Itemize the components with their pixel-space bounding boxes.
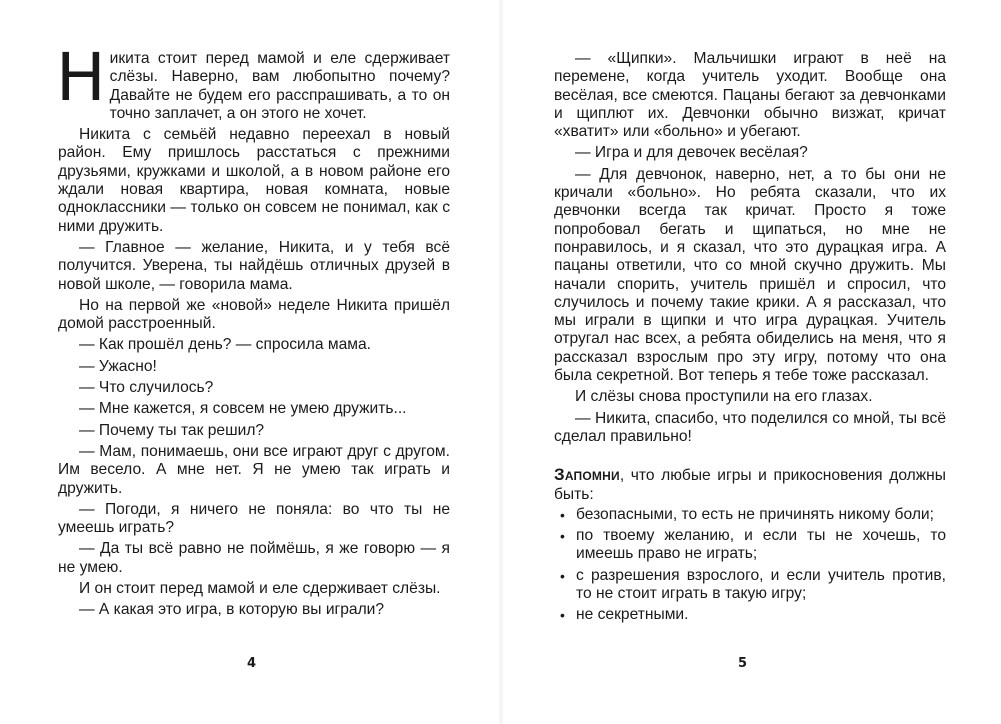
paragraph: — Ужасно! <box>79 357 157 375</box>
paragraph: Никита с семьёй недавно переехал в новый район. Ему пришлось расстаться с прежними друзьями, кружками и школой, а в новом районе его ждали новая квартира, новая комната, новые одноклассники — только он совсем не понимал, как с ними дружить. <box>58 126 450 235</box>
remember-list <box>554 506 946 625</box>
paragraph: — А какая это игра, в которую вы играли? <box>79 601 385 619</box>
left-page <box>56 39 450 620</box>
bullet-icon: • <box>560 528 565 545</box>
paragraph: — Да ты всё равно не поймёшь, я же говорю — я не умею. <box>58 540 450 576</box>
remember-intro-text: , что любые игры и прикосновения должны быть: <box>554 467 946 503</box>
remember-box <box>554 466 946 624</box>
book-gutter <box>498 0 504 724</box>
paragraph: Но на первой же «новой» неделе Никита пришёл домой расстроенный. <box>58 296 450 333</box>
paragraph: — Почему ты так решил? <box>79 421 265 439</box>
bullet-icon: • <box>560 567 565 584</box>
paragraph: — Погоди, я ничего не поняла: во что ты не умеешь играть? <box>58 500 450 537</box>
paragraph: — Никита, спасибо, что поделился со мной, ты всё сделал правильно! <box>554 409 946 445</box>
paragraph: — Главное — желание, Никита, и у тебя всё получится. Уверена, ты найдёшь отличных друзей в новой школе, — говорила мама. <box>58 238 450 293</box>
opening-paragraph <box>56 39 450 123</box>
list-item: • не секретными. <box>560 606 689 624</box>
paragraph: — Мам, понимаешь, они все играют друг с другом. Им весело. А мне нет. Я не умею так играть и дружить. <box>58 442 450 497</box>
list-item: • безопасными, то есть не причинять никому боли; <box>560 505 934 523</box>
opening-paragraph-text: икита стоит перед мамой и еле сдерживает слёзы. Наверно, вам любопытно почему? Давайте не будем его расспрашивать, а то он точно заплачет, а он этого не хочет. <box>109 50 450 122</box>
bullet-icon: • <box>560 607 565 624</box>
right-page <box>554 50 946 628</box>
paragraph: — Мне кажется, я совсем не умею дружить... <box>79 400 407 418</box>
paragraph: — Для девчонок, наверно, нет, а то бы они не кричали «больно». Но ребята сказали, что их девчонки всегда так кричат. Просто я тоже попробовал бегать и щипаться, но мне не понравилось, и я сказал, что это дурацкая игра. А пацаны ответили, что со мной скучно дружить. Мы начали спорить, учитель пришёл и спросил, что случилось и почему такие крики. А я рассказал, что мы играли в щипки и что игра дурацкая. Учитель отругал нас всех, а ребята обиделись на меня, что я рассказал взрослым про эту игру, потому что она была секретной. Вот теперь я тебе тоже рассказал. <box>554 165 946 385</box>
list-item: • с разрешения взрослого, и если учитель против, то не стоит играть в такую игру; <box>560 566 946 603</box>
paragraph: И он стоит перед мамой и еле сдерживает слёзы. <box>79 580 441 598</box>
paragraph: — Что случилось? <box>79 379 214 397</box>
drop-cap: Н <box>56 39 106 116</box>
paragraph: — Как прошёл день? — спросила мама. <box>79 336 371 354</box>
bullet-icon: • <box>560 506 565 523</box>
page-number-left: 4 <box>247 656 257 671</box>
paragraph: — Игра и для девочек весёлая? <box>575 144 808 162</box>
paragraph: И слёзы снова проступили на его глазах. <box>575 388 873 406</box>
remember-intro <box>554 466 946 504</box>
paragraph: — «Щипки». Мальчишки играют в неё на перемене, когда учитель уходит. Вообще она весёлая, все смеются. Пацаны бегают за девчонками и щиплют их. Девчонки обычно визжат, кричат «хватит» или «больно» и убегают. <box>554 50 946 141</box>
remember-heading: Запомни <box>554 465 620 485</box>
list-item: • по твоему желанию, и если ты не хочешь, то имеешь право не играть; <box>560 527 946 563</box>
page-number-right: 5 <box>738 656 748 671</box>
